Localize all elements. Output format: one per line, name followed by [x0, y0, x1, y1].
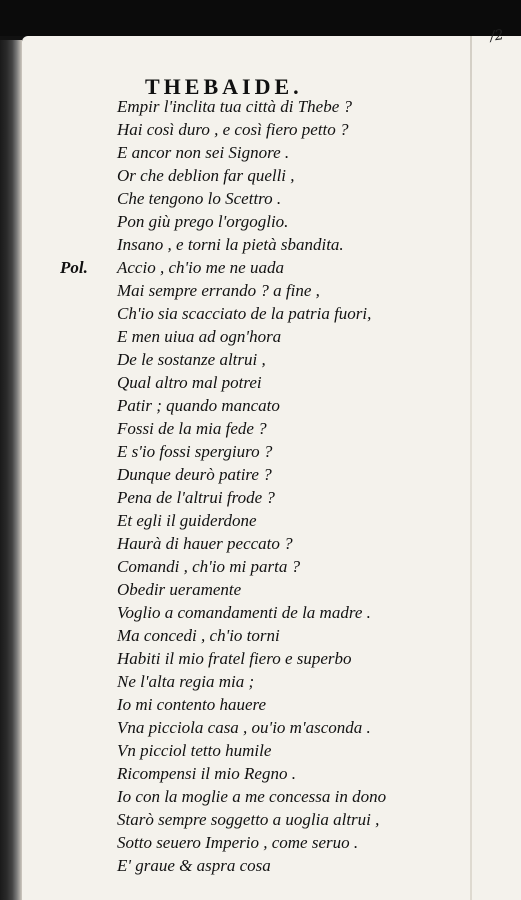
running-header: THEBAIDE. [145, 74, 303, 99]
verse-text: Pena de l'altrui frode ? [117, 488, 275, 507]
verse-text: Obedir ueramente [117, 580, 242, 599]
verse-line [117, 854, 386, 877]
verse-line [60, 256, 386, 279]
verse-line [117, 624, 386, 647]
verse-text: Voglio a comandamenti de la madre . [117, 603, 371, 622]
verse-text: De le sostanze altrui , [117, 350, 266, 369]
scan-background-top [0, 0, 521, 36]
verse-text: Pon giù prego l'orgoglio. [117, 212, 289, 231]
verse-text: Empir l'inclita tua città di Thebe ? [117, 97, 353, 116]
verse-line [117, 164, 386, 187]
verse-text: Qual altro mal potrei [117, 373, 262, 392]
verse-line [117, 302, 386, 325]
verse-text: Comandi , ch'io mi parta ? [117, 557, 301, 576]
verse-text: E s'io fossi spergiuro ? [117, 442, 273, 461]
verse-line [117, 417, 386, 440]
verse-line [117, 187, 386, 210]
verse-line [117, 578, 386, 601]
verse-text: E ancor non sei Signore . [117, 143, 290, 162]
verse-line [117, 141, 386, 164]
verse-text: Starò sempre soggetto a uoglia altrui , [117, 810, 380, 829]
verse-line [117, 233, 386, 256]
verse-line [117, 463, 386, 486]
speaker-label: Pol. [60, 258, 88, 277]
verse-text: Ma concedi , ch'io torni [117, 626, 280, 645]
verse-text: Che tengono lo Scettro . [117, 189, 282, 208]
verse-line [117, 95, 386, 118]
verse-line [117, 762, 386, 785]
verse-text: Accio , ch'io me ne uada [117, 258, 284, 277]
verse-text: Patir ; quando mancato [117, 396, 280, 415]
verse-text: Insano , e torni la pietà sbandita. [117, 235, 344, 254]
verse-line [117, 808, 386, 831]
verse-line [117, 831, 386, 854]
verse-text: Io con la moglie a me concessa in dono [117, 787, 387, 806]
verse-text: Fossi de la mia fede ? [117, 419, 267, 438]
verse-line [117, 532, 386, 555]
verse-text: Io mi contento hauere [117, 695, 267, 714]
verse-line [117, 371, 386, 394]
verse-text: Ricompensi il mio Regno . [117, 764, 296, 783]
verse-text: Ne l'alta regia mia ; [117, 672, 255, 691]
verse-line [117, 486, 386, 509]
verse-line [117, 601, 386, 624]
verse-line [117, 647, 386, 670]
verse-text: Et egli il guiderdone [117, 511, 257, 530]
verse-text: Dunque deurò patire ? [117, 465, 272, 484]
verse-line [117, 440, 386, 463]
verse-line [117, 739, 386, 762]
verse-line [117, 210, 386, 233]
book-gutter-shadow [0, 40, 22, 900]
page-edge-crease [470, 36, 472, 900]
verse-line [117, 693, 386, 716]
verse-lines [60, 95, 387, 877]
verse-text: Haurà di hauer peccato ? [117, 534, 293, 553]
verse-line [117, 279, 386, 302]
verse-line [117, 394, 386, 417]
verse-line [117, 555, 386, 578]
verse-line [117, 348, 386, 371]
verse-text: Vn picciol tetto humile [117, 741, 272, 760]
verse-text: Sotto seuero Imperio , come seruo . [117, 833, 359, 852]
verse-line [117, 118, 386, 141]
verse-text: E men uiua ad ogn'hora [117, 327, 282, 346]
verse-line [117, 785, 386, 808]
verse-line [117, 509, 386, 532]
verse-text: Mai sempre errando ? a fine , [117, 281, 320, 300]
verse-line [117, 325, 386, 348]
verse-text: Ch'io sia scacciato de la patria fuori, [117, 304, 372, 323]
page-corner-mark: /2 [488, 27, 505, 45]
verse-text: E' graue & aspra cosa [117, 856, 271, 875]
verse-line [117, 716, 386, 739]
verse-text: Habiti il mio fratel fiero e superbo [117, 649, 352, 668]
verse-text: Hai così duro , e così fiero petto ? [117, 120, 349, 139]
verse-text: Vna picciola casa , ou'io m'asconda . [117, 718, 371, 737]
verse-text: Or che deblion far quelli , [117, 166, 295, 185]
verse-line [117, 670, 386, 693]
